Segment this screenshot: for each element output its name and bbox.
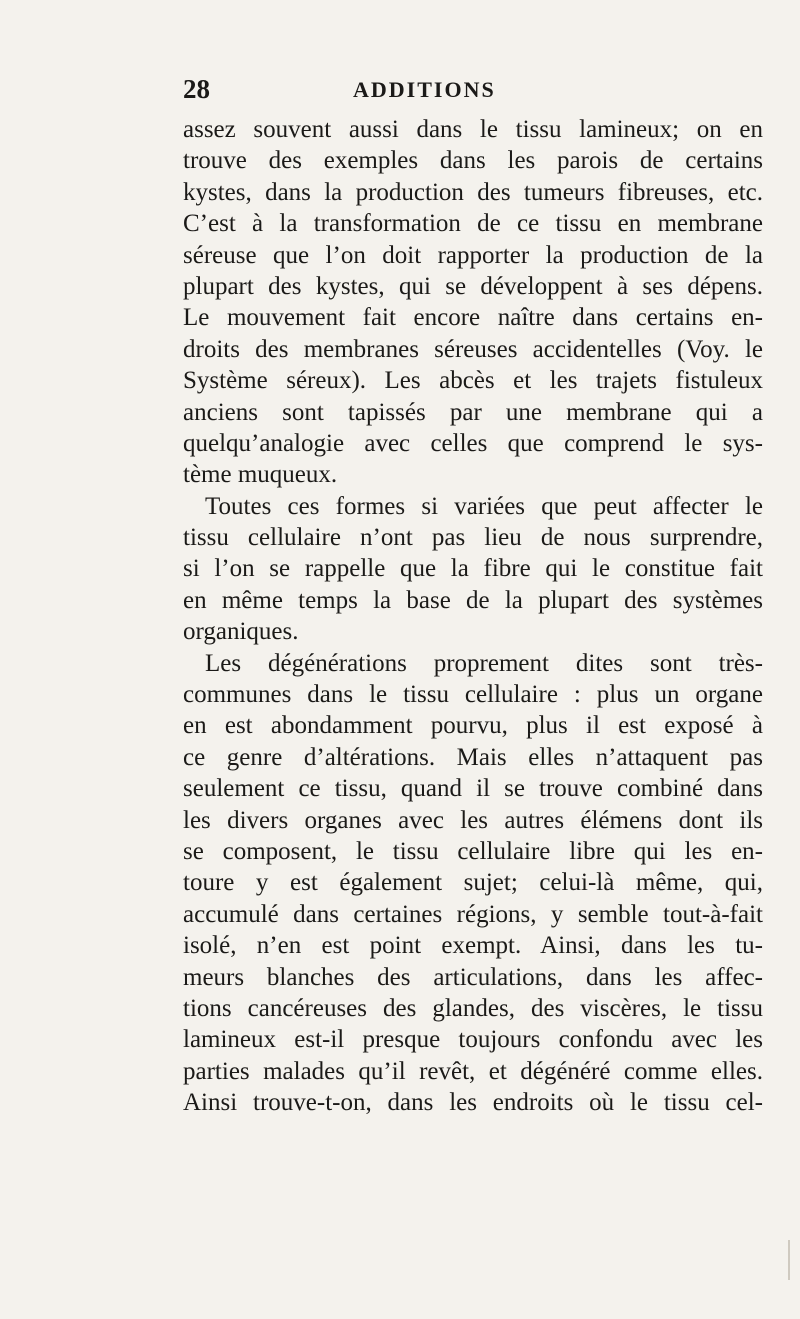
text-line: kystes, dans la production des tumeurs fibreuses, etc. bbox=[183, 178, 763, 206]
text-line: communes dans le tissu cellulaire : plus un organe bbox=[183, 681, 763, 709]
text-line: isolé, n’en est point exempt. Ainsi, dans les tu- bbox=[183, 932, 763, 960]
text-line: Ainsi trouve-t-on, dans les endroits où le tissu cel- bbox=[183, 1089, 763, 1117]
text-line: en même temps la base de la plupart des systèmes bbox=[183, 586, 763, 614]
text-line: seulement ce tissu, quand il se trouve combiné dans bbox=[183, 775, 763, 803]
text-line: meurs blanches des articulations, dans les affec- bbox=[183, 963, 763, 991]
text-line: tions cancéreuses des glandes, des viscères, le tissu bbox=[183, 994, 763, 1022]
text-line: en est abondamment pourvu, plus il est exposé à bbox=[183, 712, 763, 740]
text-line: Système séreux). Les abcès et les trajets fistuleux bbox=[183, 367, 763, 395]
scan-edge-mark bbox=[788, 1240, 790, 1280]
text-line: accumulé dans certaines régions, y semble tout-à-fait bbox=[183, 900, 763, 928]
text-line: si l’on se rappelle que la fibre qui le constitue fait bbox=[183, 555, 763, 583]
text-line: ce genre d’altérations. Mais elles n’attaquent pas bbox=[183, 743, 763, 771]
text-line: séreuse que l’on doit rapporter la production de la bbox=[183, 241, 763, 269]
text-line: toure y est également sujet; celui-là même, qui, bbox=[183, 869, 763, 897]
page-number: 28 bbox=[183, 74, 210, 104]
text-line: parties malades qu’il revêt, et dégénéré comme elles. bbox=[183, 1057, 763, 1085]
text-line: Le mouvement fait encore naître dans certains en- bbox=[183, 304, 763, 332]
text-line: quelqu’analogie avec celles que comprend le sys- bbox=[183, 429, 763, 457]
text-line: organiques. bbox=[183, 618, 299, 646]
text-line: anciens sont tapissés par une membrane qui a bbox=[183, 398, 763, 426]
body-text bbox=[183, 114, 763, 1119]
text-line: C’est à la transformation de ce tissu en membrane bbox=[183, 210, 763, 238]
text-line: tissu cellulaire n’ont pas lieu de nous surprendre, bbox=[183, 524, 763, 552]
text-line: trouve des exemples dans les parois de certains bbox=[183, 147, 763, 175]
text-line: droits des membranes séreuses accidentelles (Voy. le bbox=[183, 335, 763, 363]
running-head bbox=[183, 74, 763, 108]
running-title: ADDITIONS bbox=[353, 77, 496, 102]
text-line: plupart des kystes, qui se développent à ses dépens. bbox=[183, 272, 763, 300]
text-line: tème muqueux. bbox=[183, 461, 338, 489]
text-line: Toutes ces formes si variées que peut affecter le bbox=[205, 492, 763, 520]
text-line: lamineux est-il presque toujours confondu avec les bbox=[183, 1026, 763, 1054]
text-line: les divers organes avec les autres élémens dont ils bbox=[183, 806, 763, 834]
text-line: Les dégénérations proprement dites sont très- bbox=[205, 649, 763, 677]
text-line: se composent, le tissu cellulaire libre qui les en- bbox=[183, 837, 763, 865]
text-line: assez souvent aussi dans le tissu lamineux; on en bbox=[183, 116, 763, 143]
